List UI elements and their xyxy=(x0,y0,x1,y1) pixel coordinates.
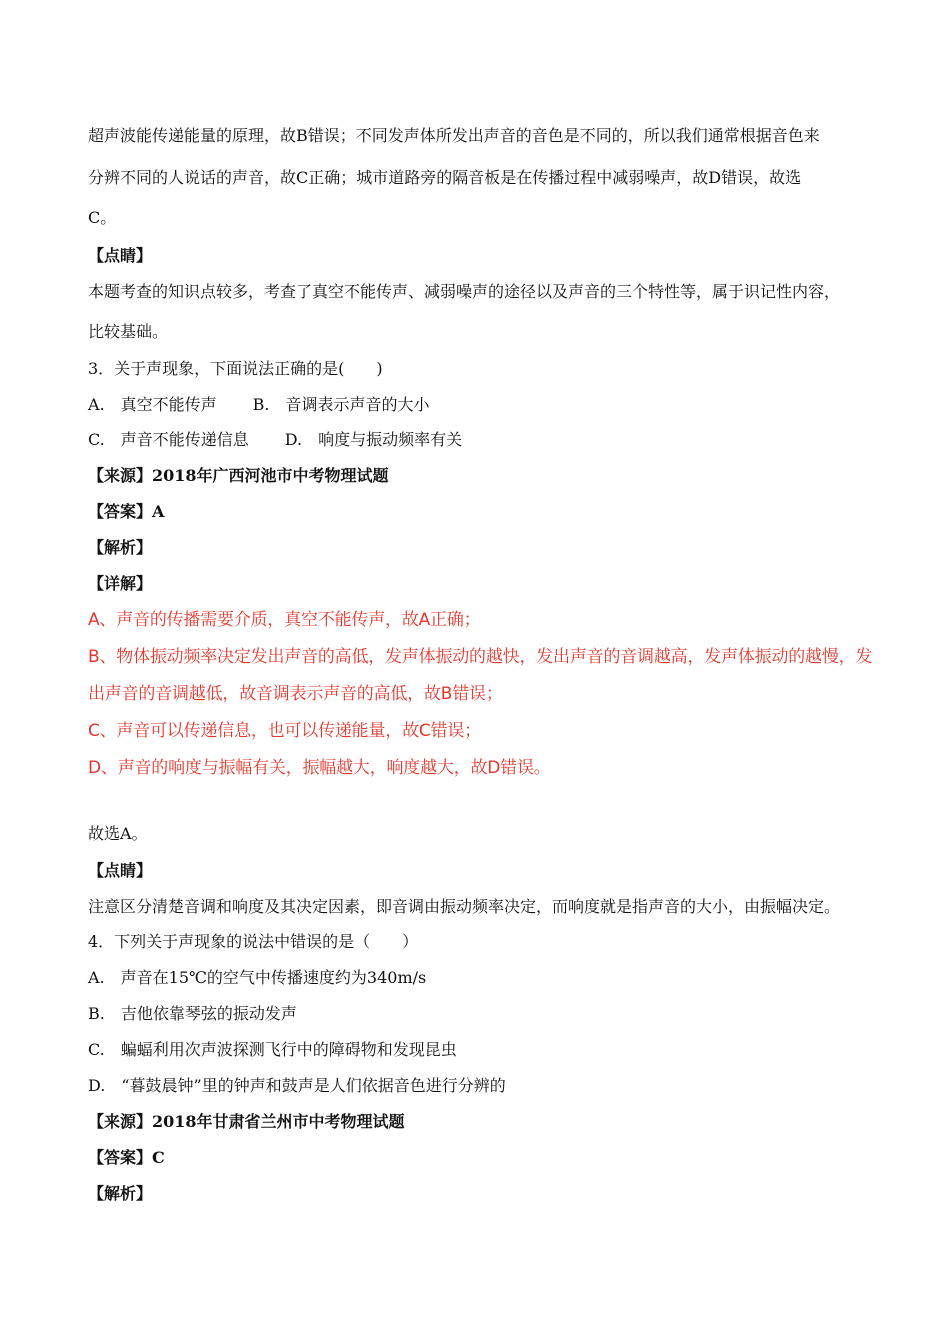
q3-answer: 【答案】A xyxy=(88,502,165,521)
q4-option-b: B. 吉他依靠琴弦的振动发声 xyxy=(88,1004,297,1023)
q3-analysis-label: 【解析】 xyxy=(88,538,153,557)
q3-options-row-1 xyxy=(88,395,878,415)
q3-detail-red-line-3: 出声音的音调越低，故音调表示声音的高低，故B错误； xyxy=(88,684,503,704)
q3-detail-red-line-2: B、物体振动频率决定发出声音的高低，发声体振动的越快，发出声音的音调越高，发声体振动的越慢，发 xyxy=(88,647,873,667)
q3-option-a: A. 真空不能传声 xyxy=(88,395,217,414)
prev-explanation-line-2: 分辨不同的人说话的声音，故C正确；城市道路旁的隔音板是在传播过程中减弱噪声，故D错误，故选 xyxy=(88,168,802,187)
q3-option-b: B. 音调表示声音的大小 xyxy=(252,395,430,414)
q3-option-d: D. 响度与振动频率有关 xyxy=(284,430,463,449)
q4-option-d: D. “暮鼓晨钟”里的钟声和鼓声是人们依据音色进行分辨的 xyxy=(88,1076,506,1095)
q3-dianjing: 注意区分清楚音调和响度及其决定因素，即音调由振动频率决定，而响度就是指声音的大小，由振幅决定。 xyxy=(88,897,841,916)
q3-detail-red-line-1: A、声音的传播需要介质，真空不能传声，故A正确； xyxy=(88,610,481,630)
q4-answer: 【答案】C xyxy=(88,1148,165,1167)
q3-detail-red-line-4: C、声音可以传递信息，也可以传递能量，故C错误； xyxy=(88,721,481,741)
q3-choose: 故选A。 xyxy=(88,824,148,843)
prev-explanation-line-1: 超声波能传递能量的原理，故B错误；不同发声体所发出声音的音色是不同的，所以我们通常根据音色来 xyxy=(88,126,820,145)
q4-option-a: A. 声音在15℃的空气中传播速度约为340m/s xyxy=(88,968,427,987)
prev-dianjing-label: 【点睛】 xyxy=(88,246,153,265)
q4-option-c: C. 蝙蝠利用次声波探测飞行中的障碍物和发现昆虫 xyxy=(88,1040,457,1059)
q3-detail-label: 【详解】 xyxy=(88,574,153,593)
q3-dianjing-label: 【点睛】 xyxy=(88,861,153,880)
prev-dianjing-line-2: 比较基础。 xyxy=(88,322,169,341)
q3-detail-red-line-5: D、声音的响度与振幅有关，振幅越大，响度越大，故D错误。 xyxy=(88,758,551,778)
prev-dianjing-line-1: 本题考查的知识点较多，考查了真空不能传声、减弱噪声的途径以及声音的三个特性等，属于识记性内容， xyxy=(88,282,841,301)
q3-source: 【来源】2018年广西河池市中考物理试题 xyxy=(88,466,389,485)
prev-explanation-line-3: C。 xyxy=(88,208,117,227)
q3-options-row-2 xyxy=(88,430,878,450)
q3-option-c: C. 声音不能传递信息 xyxy=(88,430,249,449)
q4-analysis-label: 【解析】 xyxy=(88,1184,153,1203)
q4-stem: 4．下列关于声现象的说法中错误的是（ ） xyxy=(88,932,419,951)
q4-source: 【来源】2018年甘肃省兰州市中考物理试题 xyxy=(88,1112,405,1131)
q3-stem: 3．关于声现象，下面说法正确的是( ) xyxy=(88,359,383,378)
